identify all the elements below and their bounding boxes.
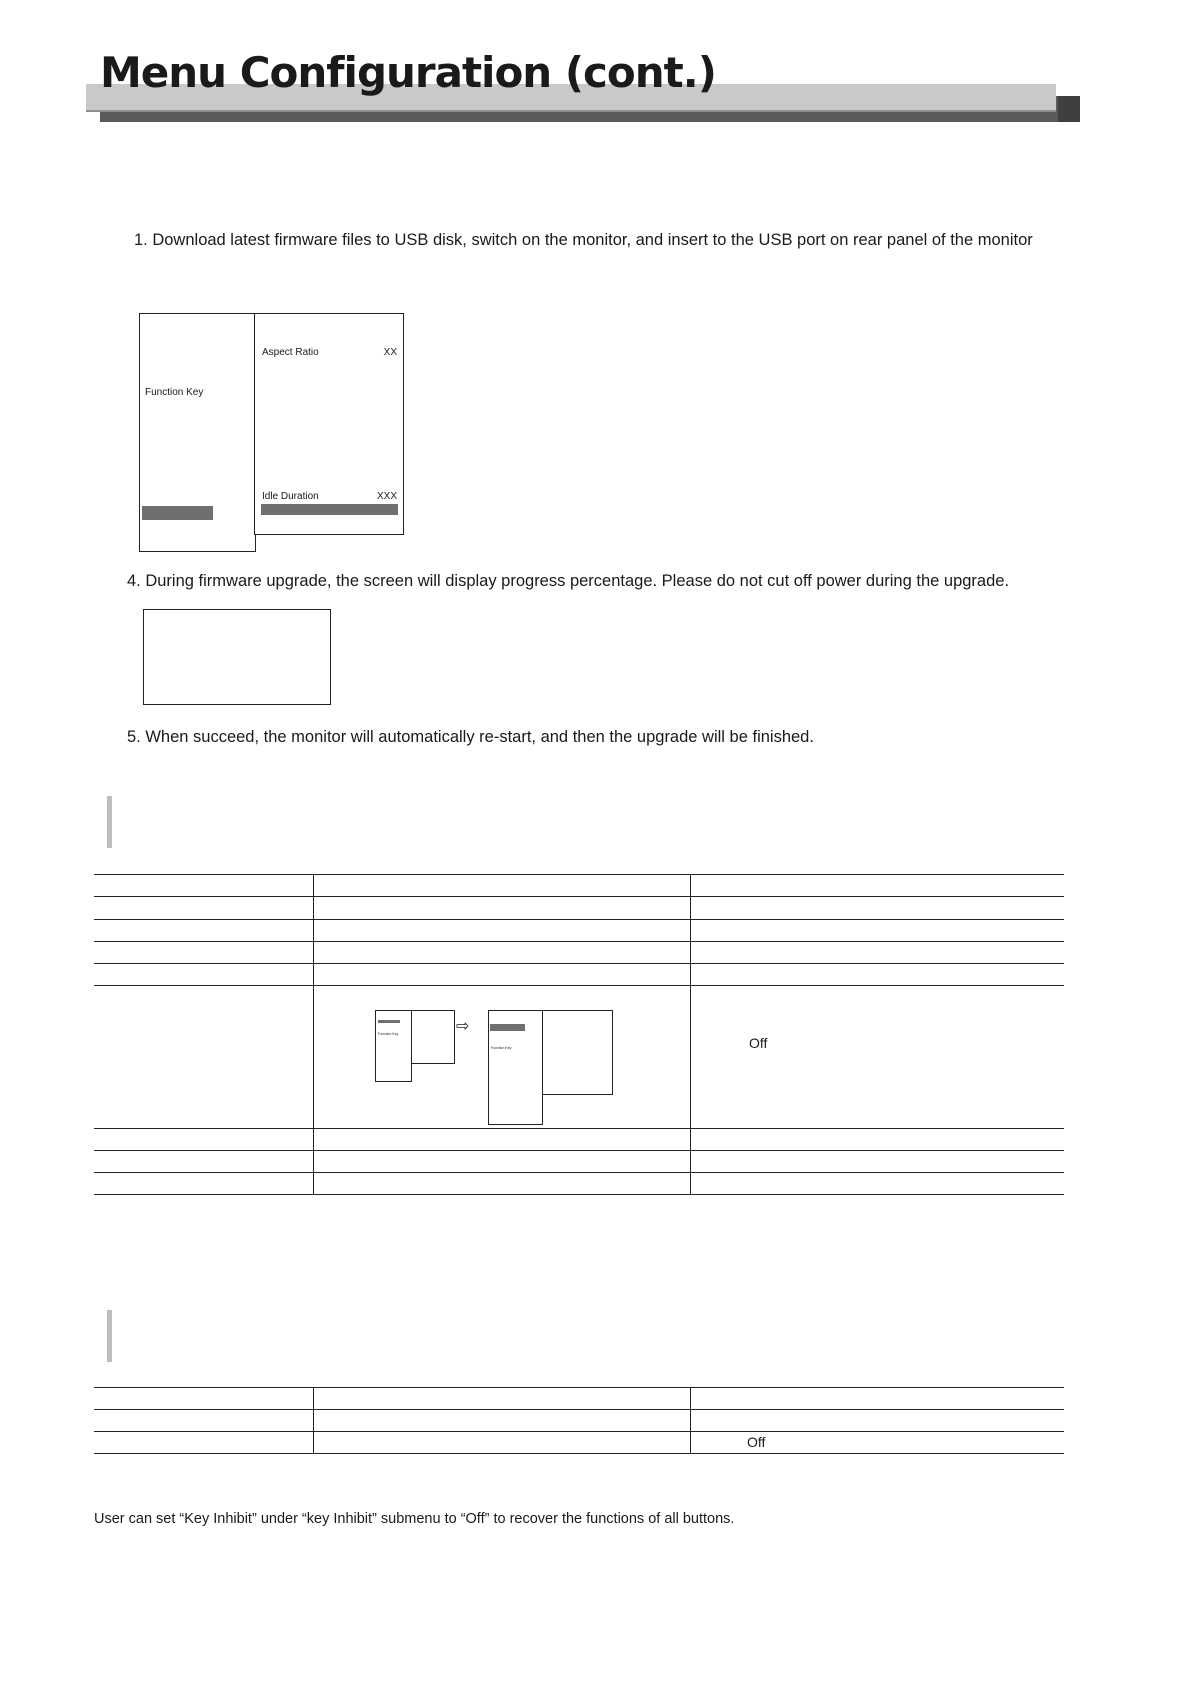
step-1-text: 1. Download latest firmware files to USB disk, switch on the monitor, and insert to the USB port on rear panel of the monitor: [134, 231, 1033, 249]
arrow-right-icon: ⇨: [456, 1018, 470, 1035]
menu-right-panel: [254, 313, 404, 535]
idle-duration-value: XXX: [376, 491, 397, 502]
table-2-column-divider: [313, 1387, 314, 1454]
step-4-text: 4. During firmware upgrade, the screen will display progress percentage. Please do not cut off power during the upgrade.: [127, 572, 1010, 590]
table-2-value-off: Off: [747, 1434, 766, 1450]
table-2-rule: [94, 1453, 1064, 1454]
table-1-rule: [94, 1172, 1064, 1173]
table-2-rule: [94, 1387, 1064, 1388]
step-5-text: 5. When succeed, the monitor will automatically re-start, and then the upgrade will be finished.: [127, 728, 814, 746]
progress-screen-box: [143, 609, 331, 705]
table-1-rule: [94, 874, 1064, 875]
table-2-rule: [94, 1409, 1064, 1410]
diagram-after-highlight: [490, 1024, 525, 1031]
menu-left-panel: [139, 313, 256, 552]
aspect-ratio-label: Aspect Ratio: [262, 347, 319, 358]
diagram-before-highlight: [378, 1020, 400, 1023]
table-1-rule: [94, 963, 1064, 964]
table-2-rule: [94, 1431, 1064, 1432]
page-title: Menu Configuration (cont.): [100, 48, 716, 97]
table-1-column-divider: [313, 874, 314, 1195]
section-marker-2: [107, 1310, 112, 1362]
diagram-after-menu: [488, 1010, 543, 1125]
table-1-rule: [94, 1150, 1064, 1151]
key-inhibit-note: User can set “Key Inhibit” under “key Inhibit” submenu to “Off” to recover the functions of all buttons.: [94, 1511, 735, 1527]
diagram-after-label: Function Key: [491, 1046, 512, 1050]
idle-duration-label: Idle Duration: [262, 491, 319, 502]
aspect-ratio-value: XX: [383, 347, 397, 358]
section-marker-1: [107, 796, 112, 848]
table-1-rule: [94, 896, 1064, 897]
menu-right-highlight-bar: [261, 504, 398, 515]
diagram-before-label: Function Key: [378, 1032, 399, 1036]
table-1-rule: [94, 1128, 1064, 1129]
diagram-after-submenu: [541, 1010, 613, 1095]
title-banner-tab: [1058, 96, 1080, 122]
menu-left-item-label: Function Key: [145, 387, 204, 398]
table-1-column-divider: [690, 874, 691, 1195]
diagram-before-menu: [375, 1010, 412, 1082]
table-1-value-off: Off: [749, 1035, 768, 1051]
diagram-before-submenu: [411, 1010, 455, 1064]
table-2-column-divider: [690, 1387, 691, 1454]
table-1-rule: [94, 985, 1064, 986]
table-1-rule: [94, 919, 1064, 920]
table-1-rule: [94, 941, 1064, 942]
table-1-rule: [94, 1194, 1064, 1195]
menu-left-highlight-bar: [142, 506, 213, 520]
